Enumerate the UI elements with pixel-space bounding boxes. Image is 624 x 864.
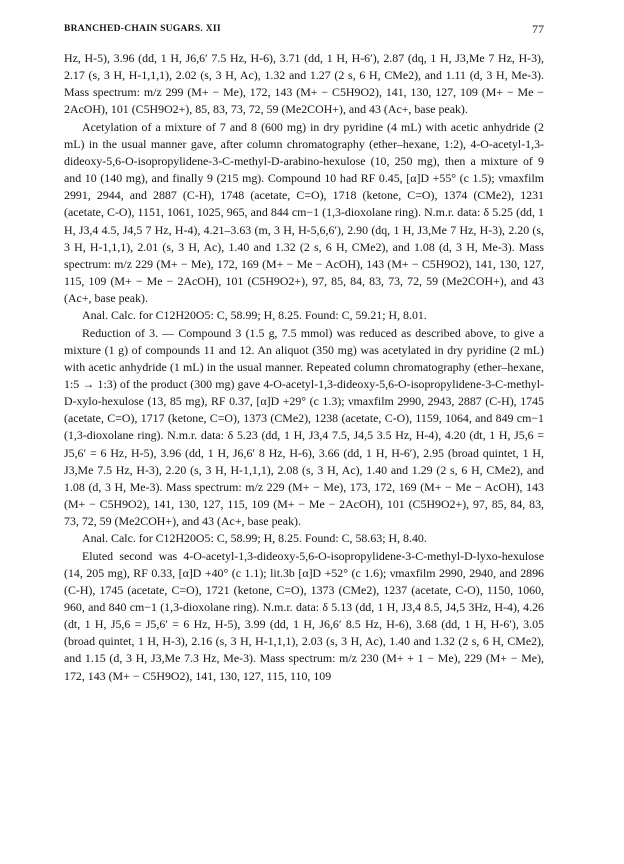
paragraph-reduction-of-3: Reduction of 3. — Compound 3 (1.5 g, 7.5 mmol) was reduced as described above, to give a mixture (1 g) of compounds 11 and 12. An aliquot (350 mg) was acetylated in dry pyridine (2 mL) with acetic anhydride (1 mL) in the usual manner. Repeated column chromatography (ether–hexane, 1:5 → 1:3) of the product (300 mg) gave 4-O-acetyl-1,3-dideoxy-5,6-O-isopropylidene-3-C-methyl-D-xylo-hexulose (13, 85 mg), RF 0.37, [α]D +29° (c 1.3); νmaxfilm 2990, 2943, 2887 (C-H), 1745 (acetate, C=O), 1717 (ketone, C=O), 1373 (CMe2), 1238 (acetate, C-O), 1159, 1064, and 849 cm−1 (1,3-dioxolane ring). N.m.r. data: δ 5.23 (dd, 1 H, J3,4 7.5, J4,5 3.5 Hz, H-4), 4.20 (dt, 1 H, J5,6 = J5,6′ = 6 Hz, H-5), 3.96 (dd, 1 H, J6,6′ 8 Hz, H-6), 3.66 (dd, 1 H, H-6′), 2.95 (broad quintet, 1 H, J3,Me 7.5 Hz, H-3), 2.20 (s, 3 H, H-1,1,1), 2.08 (s, 3 H, Ac), 1.40 and 1.29 (2 s, 6 H, CMe2), and 1.08 (d, 3 H, Me-3). Mass spectrum: m/z 229 (M+ − Me), 173, 172, 169 (M+ − Me − AcOH), 143 (M+ − C5H9O2), 141, 130, 127, 115, 109 (M+ − Me − 2AcOH), 101 (C5H9O2+), 97, 85, 84, 83, 73, 72, 59 (Me2COH+), and 43 (Ac+, base peak).	[64, 325, 544, 529]
page-header	[64, 24, 544, 40]
paragraph-analysis-10: Anal. Calc. for C12H20O5: C, 58.99; H, 8.25. Found: C, 59.21; H, 8.01.	[82, 308, 427, 323]
paragraph-eluted-second: Eluted second was 4-O-acetyl-1,3-dideoxy-5,6-O-isopropylidene-3-C-methyl-D-lyxo-hexulose (14, 205 mg), RF 0.33, [α]D +40° (c 1.1); lit.3b [α]D +52° (c 1.6); νmaxfilm 2990, 2940, and 2896 (C-H), 1745 (acetate, C=O), 1721 (ketone, C=O), 1373 (CMe2), 1237 (acetate, C-O), 1150, 1060, 960, and 840 cm−1 (1,3-dioxolane ring). N.m.r. data: δ 5.13 (dd, 1 H, J3,4 8.5, J4,5 3Hz, H-4), 4.26 (dt, 1 H, J5,6 = J5,6′ = 6 Hz, H-5), 3.99 (dd, 1 H, J6,6′ 8.5 Hz, H-6), 3.68 (dd, 1 H, H-6′), 3.05 (broad quintet, 1 H, H-3), 2.16 (s, 3 H, H-1,1,1), 2.03 (s, 3 H, Ac), 1.40 and 1.32 (2 s, 6 H, CMe2), and 1.15 (d, 3 H, J3,Me 7.3 Hz, Me-3). Mass spectrum: m/z 230 (M+ + 1 − Me), 229 (M+ − Me), 172, 143 (M+ − C5H9O2), 141, 130, 127, 115, 110, 109	[64, 548, 544, 683]
paragraph-continued-nmr-data: Hz, H-5), 3.96 (dd, 1 H, J6,6′ 7.5 Hz, H-6), 3.71 (dd, 1 H, H-6′), 2.87 (dq, 1 H, J3,Me 7 Hz, H-3), 2.17 (s, 3 H, H-1,1,1), 2.02 (s, 3 H, Ac), 1.32 and 1.27 (2 s, 6 H, CMe2), and 1.11 (d, 3 H, Me-3). Mass spectrum: m/z 299 (M+ − Me), 172, 143 (M+ − C5H9O2), 141, 130, 127, 109 (M+ − Me − 2AcOH), 101 (C5H9O2+), 85, 83, 73, 72, 59 (Me2COH+), and 43 (Ac+, base peak).	[64, 51, 544, 117]
body-text	[64, 50, 544, 685]
running-head: BRANCHED-CHAIN SUGARS. XII	[64, 24, 221, 34]
page-number: 77	[532, 22, 544, 36]
paragraph-acetylation: Acetylation of a mixture of 7 and 8 (600 mg) in dry pyridine (4 mL) with acetic anhydride (2 mL) in the usual manner gave, after column chromatography (ether–hexane, 1:2), 4-O-acetyl-1,3-dideoxy-5,6-O-isopropylidene-3-C-methyl-D-arabino-hexulose (10, 250 mg), then a mixture of 9 and 10 (140 mg), and finally 9 (215 mg). Compound 10 had RF 0.45, [α]D +55° (c 1.5); νmaxfilm 2991, 2944, and 2887 (C-H), 1748 (acetate, C=O), 1718 (ketone, C=O), 1374 (CMe2), 1231 (acetate, C-O), 1151, 1061, 1025, 965, and 844 cm−1 (1,3-dioxolane ring). N.m.r. data: δ 5.25 (dd, 1 H, J3,4 4.5, J4,5 7 Hz, H-4), 4.21–3.63 (m, 3 H, H-5,6,6′), 2.90 (dq, 1 H, J3,Me 7 Hz, H-3), 2.20 (s, 3 H, H-1,1,1), 2.01 (s, 3 H, Ac), 1.40 and 1.32 (2 s, 6 H, CMe2), and 1.08 (d, 3 H, Me-3). Mass spectrum: m/z 229 (M+ − Me), 172, 169 (M+ − Me − AcOH), 143 (M+ − C5H9O2), 141, 130, 127, 115, 109 (M+ − Me − 2AcOH), 101 (C5H9O2+), 97, 85, 84, 83, 73, 72, 59 (Me2COH+), and 43 (Ac+, base peak).	[64, 119, 544, 306]
paragraph-analysis-13: Anal. Calc. for C12H20O5: C, 58.99; H, 8.25. Found: C, 58.63; H, 8.40.	[82, 531, 427, 546]
